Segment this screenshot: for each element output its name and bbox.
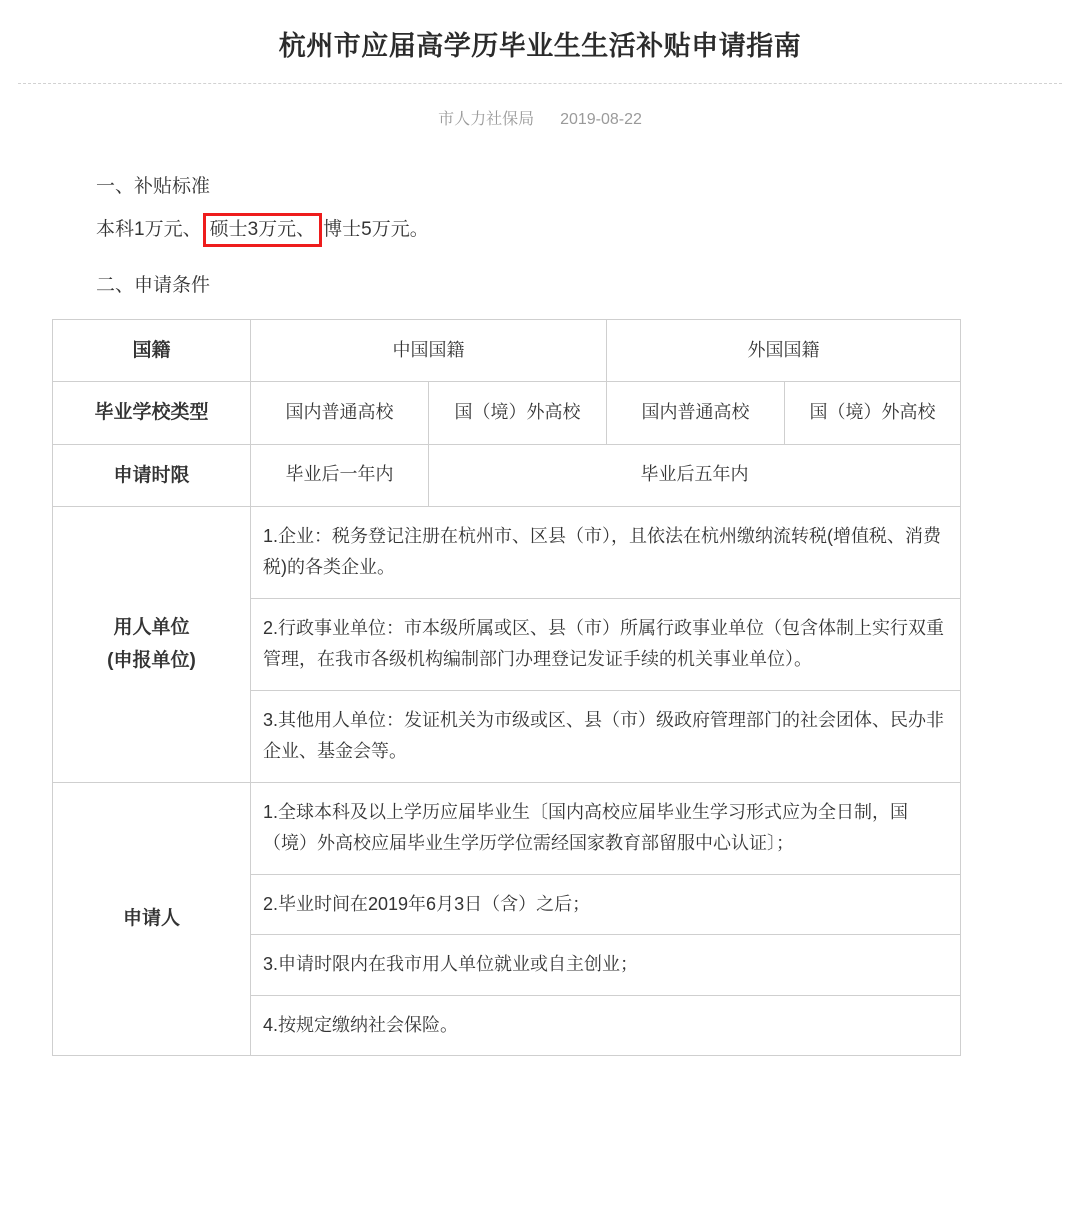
- cell-applicant-item-3: 3.申请时限内在我市用人单位就业或自主创业；: [251, 935, 961, 996]
- document-body: [0, 171, 1080, 1100]
- meta-source: 市人力社保局: [438, 111, 535, 128]
- cell-school-type-4: 国（境）外高校: [785, 382, 961, 444]
- cell-nationality-foreign: 外国国籍: [607, 320, 961, 382]
- cell-applicant-item-4: 4.按规定缴纳社会保险。: [251, 995, 961, 1056]
- table-row: [53, 506, 961, 598]
- cell-nationality-cn: 中国国籍: [251, 320, 607, 382]
- employer-label-line1: 用人单位: [113, 617, 190, 639]
- application-conditions-table: [52, 319, 961, 1056]
- section-heading-subsidy-standard: 一、补贴标准: [96, 176, 211, 197]
- row-label-employer: [53, 506, 251, 782]
- subsidy-bachelor-text: 本科1万元、: [96, 219, 202, 240]
- cell-school-type-3: 国内普通高校: [607, 382, 785, 444]
- highlight-master-amount: 硕士3万元、: [203, 213, 323, 247]
- row-label-nationality: 国籍: [53, 320, 251, 382]
- table-row: [53, 382, 961, 444]
- cell-applicant-item-2: 2.毕业时间在2019年6月3日（含）之后；: [251, 874, 961, 935]
- meta-date: 2019-08-22: [560, 111, 642, 128]
- document-meta: [0, 84, 1080, 149]
- row-label-school-type: 毕业学校类型: [53, 382, 251, 444]
- paragraph-subsidy-standard: [96, 212, 1028, 248]
- row-label-deadline: 申请时限: [53, 444, 251, 506]
- cell-school-type-2: 国（境）外高校: [429, 382, 607, 444]
- cell-applicant-item-1: 1.全球本科及以上学历应届毕业生〔国内高校应届毕业生学习形式应为全日制，国（境）外高校应届毕业生学历学位需经国家教育部留服中心认证〕；: [251, 782, 961, 874]
- subsidy-doctor-text: 博士5万元。: [323, 219, 429, 240]
- bottom-spacer: [52, 1056, 1028, 1070]
- table-row: [53, 782, 961, 874]
- cell-deadline-2: 毕业后五年内: [429, 444, 961, 506]
- cell-school-type-1: 国内普通高校: [251, 382, 429, 444]
- page-title: 杭州市应届高学历毕业生生活补贴申请指南: [278, 31, 802, 61]
- cell-employer-item-2: 2.行政事业单位：市本级所属或区、县（市）所属行政事业单位（包含体制上实行双重管理，在我市各级机构编制部门办理登记发证手续的机关事业单位）。: [251, 598, 961, 690]
- section-heading-application-conditions: 二、申请条件: [96, 275, 211, 297]
- cell-employer-item-1: 1.企业：税务登记注册在杭州市、区县（市），且依法在杭州缴纳流转税(增值税、消费税)的各类企业。: [251, 506, 961, 598]
- cell-deadline-1: 毕业后一年内: [251, 444, 429, 506]
- row-label-applicant: 申请人: [53, 782, 251, 1056]
- employer-label-line2: (申报单位): [107, 650, 196, 672]
- table-row: [53, 444, 961, 506]
- table-row: [53, 320, 961, 382]
- cell-employer-item-3: 3.其他用人单位：发证机关为市级或区、县（市）级政府管理部门的社会团体、民办非企业、基金会等。: [251, 690, 961, 782]
